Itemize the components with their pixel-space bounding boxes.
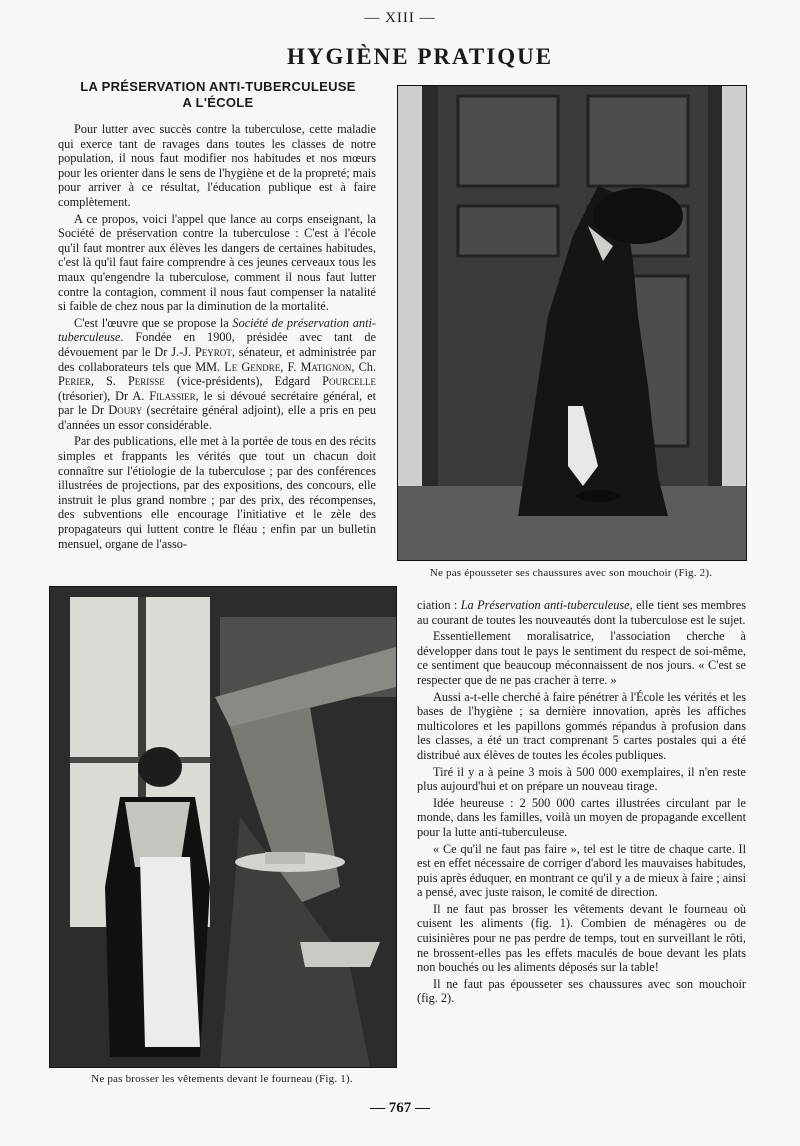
paragraph: A ce propos, voici l'appel que lance au corps enseignant, la Société de préservation contre la tuberculose : C'est à l'école qu'il faut montrer aux élèves les dangers de certaines habitudes, c'est là qu'il faut faire comprendre à ces jeunes cerveaux tous les maux qu'engendre la tuberculose, comment il nous faut lutter contre la contagion, comment il nous faut compenser la natalité si faible de chez nous par la diminution de la mortalité.	[58, 211, 376, 314]
figure-1-caption: Ne pas brosser les vêtements devant le fourneau (Fig. 1).	[91, 1073, 353, 1085]
paragraph: « Ce qu'il ne faut pas faire », tel est le titre de chaque carte. Il est en effet nécessaire de corriger d'abord les mauvaises habitudes, puis après éduquer, en montrant ce qu'il y a de mieux à faire ; ainsi a pensé, avec juste raison, le comité de direction.	[417, 841, 746, 900]
right-column	[417, 598, 746, 1008]
article-title	[58, 79, 378, 111]
woman-at-door-illustration	[398, 86, 746, 560]
figure-2-photo	[397, 85, 747, 561]
paragraph: C'est l'œuvre que se propose la Société de préservation anti-tuberculeuse. Fondée en 1900, présidée avec tant de dévouement par le Dr J.-J. Peyrot, sénateur, et administrée par des collaborateurs tels que MM. Le Gendre, F. Matignon, Ch. Perier, S. Perisse (vice-présidents), Edgard Pourcelle (trésorier), Dr A. Filassier, le si dévoué secrétaire général, et par le Dr Doury (secrétaire général adjoint), elle a pris en peu d'années un essor considérable.	[58, 315, 377, 432]
bulletin-title: La Préservation anti-tuberculeuse	[460, 598, 630, 612]
paragraph: Pour lutter avec succès contre la tuberculose, cette maladie qui exerce tant de ravages dans toutes les classes de notre population, il nous faut modifier nos habitudes et nos mœurs pour les orienter dans le sens de l'hygiène et de la propreté; mais pour arriver à ce résultat, l'éducation publique est à faire complètement.	[58, 122, 376, 209]
paragraph: Idée heureuse : 2 500 000 cartes illustrées circulant par le monde, dans les familles, voilà un moyen de propagande excellent pour la lutte anti-tuberculeuse.	[417, 795, 746, 839]
paragraph: Essentiellement moralisatrice, l'association cherche à développer dans tout le pays le sentiment du respect de soi-même, ce sentiment que beaucoup méconnaissent de nos jours. « C'est se respecter que de ne pas cracher à terre. »	[417, 629, 746, 687]
paragraph: Par des publications, elle met à la portée de tous en des récits simples et frappants les vérités que tout un chacun doit connaître sur l'étiologie de la tuberculose ; par des conférences illustrées de projections, par des expositions, des concours, elle instruit le plus grand nombre ; par des prix, des récompenses, des subventions elle encourage l'initiative et le zèle des propagateurs qui luttent contre le fléau ; enfin par un bulletin mensuel, organe de l'asso-	[58, 434, 376, 551]
paragraph: Il ne faut pas épousseter ses chaussures avec son mouchoir (fig. 2).	[417, 976, 746, 1006]
woman-in-kitchen-illustration	[50, 587, 396, 1067]
paragraph: ciation : La Préservation anti-tuberculeuse, elle tient ses membres au courant de toutes les nouveautés dont la tuberculose est le sujet.	[417, 598, 746, 627]
paragraph: Tiré il y a à peine 3 mois à 500 000 exemplaires, il n'en reste plus aujourd'hui et on prépare un nouveau tirage.	[417, 764, 746, 794]
page-mark: — XIII —	[364, 10, 436, 26]
paragraph: Il ne faut pas brosser les vêtements devant le fourneau où cuisent les aliments (fig. 1). Combien de ménagères ou de cuisinières pour ne pas perdre de temps, tout en surveillant le rôti, ne brossent-elles pas les effets maculés de boue devant les plats non bouchés ou les aliments déposés sur la table!	[417, 901, 746, 975]
article-title-line-1: LA PRÉSERVATION ANTI-TUBERCULEUSE	[80, 79, 356, 94]
society-name: Société de préservation anti-tuberculeuse	[58, 315, 376, 345]
page-number: — 767 —	[370, 1100, 430, 1116]
section-title: HYGIÈNE PRATIQUE	[286, 44, 554, 69]
left-column	[58, 122, 376, 553]
figure-2-caption: Ne pas épousseter ses chaussures avec son mouchoir (Fig. 2).	[429, 567, 713, 579]
paragraph: Aussi a-t-elle cherché à faire pénétrer à l'École les vérités et les bases de l'hygiène ; sa dernière innovation, après les affiches multicolores et les papillons gommés répandus à profusion dans les classes, a été un tract comprenant 5 cartes postales qui a été distribué aux élèves de toutes les écoles publiques.	[417, 689, 746, 762]
figure-1-photo	[49, 586, 397, 1068]
article-title-line-2: A L'ÉCOLE	[182, 95, 254, 110]
